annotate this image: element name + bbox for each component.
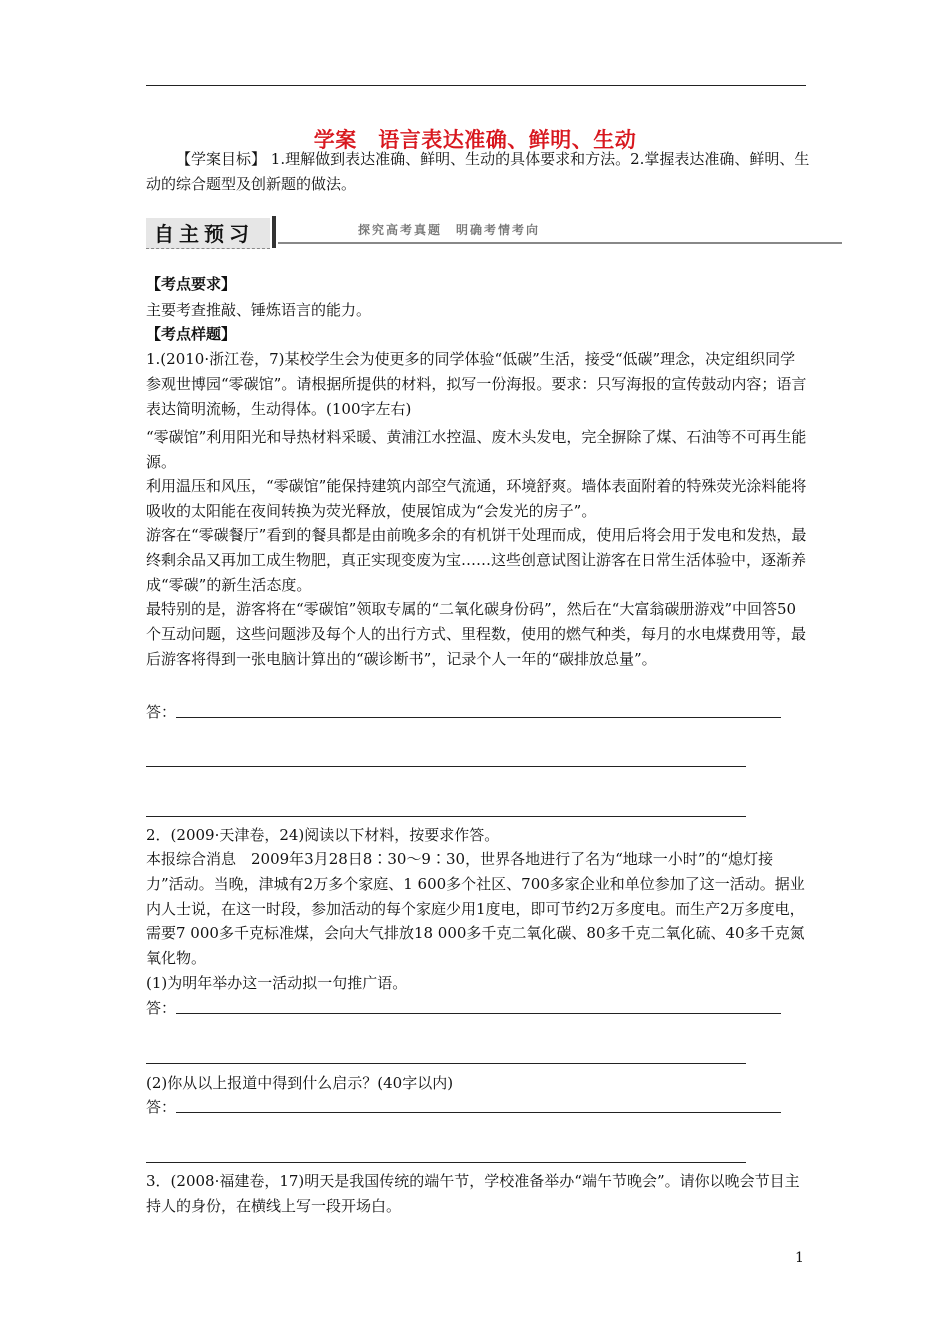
page-title: 学案 语言表达准确、鲜明、生动 [313, 128, 637, 152]
q2-answer-label-2: 答： [146, 1098, 177, 1116]
requirement-text: 主要考查推敲、锤炼语言的能力。 [146, 301, 372, 319]
q3-intro: 3．(2008·福建卷，17)明天是我国传统的端午节，学校准备举办“端午节晚会”。请你以晚会节目主持人的身份，在横线上写一段开场白。 [146, 1172, 800, 1215]
q2-answer-label-1: 答： [146, 999, 177, 1017]
banner-rule [278, 242, 842, 244]
banner-subtitle: 探究高考真题 明确考情考向 [358, 223, 541, 237]
q2-sub1: (1)为明年举办这一活动拟一句推广语。 [146, 974, 408, 992]
q1-material-2: 利用温压和风压，“零碳馆”能保持建筑内部空气流通，环境舒爽。墙体表面附着的特殊荧光涂料能将吸收的太阳能在夜间转换为荧光释放，使展馆成为“会发光的房子”。 [146, 477, 807, 520]
q1-answer-line-3[interactable] [146, 816, 746, 817]
study-goal [146, 147, 810, 197]
q2-answer-line-1[interactable] [176, 1013, 781, 1014]
sample-heading: 【考点样题】 [146, 325, 237, 343]
page-number: 1 [795, 1250, 804, 1266]
q1-material-3: 游客在“零碳餐厅”看到的餐具都是由前晚多余的有机饼干处理而成，使用后将会用于发电和发热，最终剩余品又再加工成生物肥，真正实现变废为宝……这些创意试图让游客在日常生活体验中，逐渐养成“零碳”的新生活态度。 [146, 526, 807, 594]
header-rule [146, 85, 806, 86]
section-banner [146, 216, 842, 250]
q2-answer-line-4[interactable] [146, 1162, 746, 1163]
q2-sub2: (2)你从以上报道中得到什么启示？(40字以内) [146, 1074, 454, 1092]
q2-answer-line-3[interactable] [176, 1112, 781, 1113]
requirement-heading: 【考点要求】 [146, 275, 237, 293]
q1-material-4: 最特别的是，游客将在“零碳馆”领取专属的“二氧化碳身份码”，然后在“大富翁碳册游戏”中回答50个互动问题，这些问题涉及每个人的出行方式、里程数，使用的燃气种类，每月的水电煤费用等，最后游客将得到一张电脑计算出的“碳诊断书”，记录个人一年的“碳排放总量”。 [146, 600, 807, 668]
q2-answer-line-2[interactable] [146, 1063, 746, 1064]
q1-intro: 1.(2010·浙江卷，7)某校学生会为使更多的同学体验“低碳”生活，接受“低碳”理念，决定组织同学参观世博园“零碳馆”。请根据所提供的材料，拟写一份海报。要求：只写海报的宣传鼓动内容；语言表达简明流畅，生动得体。(100字左右) [146, 350, 807, 418]
q1-material-1: “零碳馆”利用阳光和导热材料采暖、黄浦江水控温、废木头发电，完全摒除了煤、石油等不可再生能源。 [146, 428, 807, 471]
goal-label: 【学案目标】 [176, 150, 267, 168]
banner-main: 自主预习 [154, 222, 254, 246]
q1-answer-line-1[interactable] [176, 717, 781, 718]
banner-separator [272, 216, 276, 248]
q2-material: 本报综合消息 2009年3月28日8∶30～9∶30，世界各地进行了名为“地球一小时”的“熄灯接力”活动。当晚，津城有2万多个家庭、1 600多个社区、700多家企业和单位参加了这一活动。据业内人士说，在这一时段，参加活动的每个家庭少用1度电，即可节约2万多度电。而生产2万多度电，需要7 000多千克标准煤，会向大气排放18 000多千克二氧化碳、80多千克二氧化硫、40多千克氮氧化物。 [146, 850, 805, 968]
q2-intro: 2．(2009·天津卷，24)阅读以下材料，按要求作答。 [146, 826, 500, 844]
q1-answer-label: 答： [146, 703, 177, 721]
q1-answer-line-2[interactable] [146, 766, 746, 767]
goal-text: 1.理解做到表达准确、鲜明、生动的具体要求和方法。2.掌握表达准确、鲜明、生动的综合题型及创新题的做法。 [146, 150, 810, 193]
